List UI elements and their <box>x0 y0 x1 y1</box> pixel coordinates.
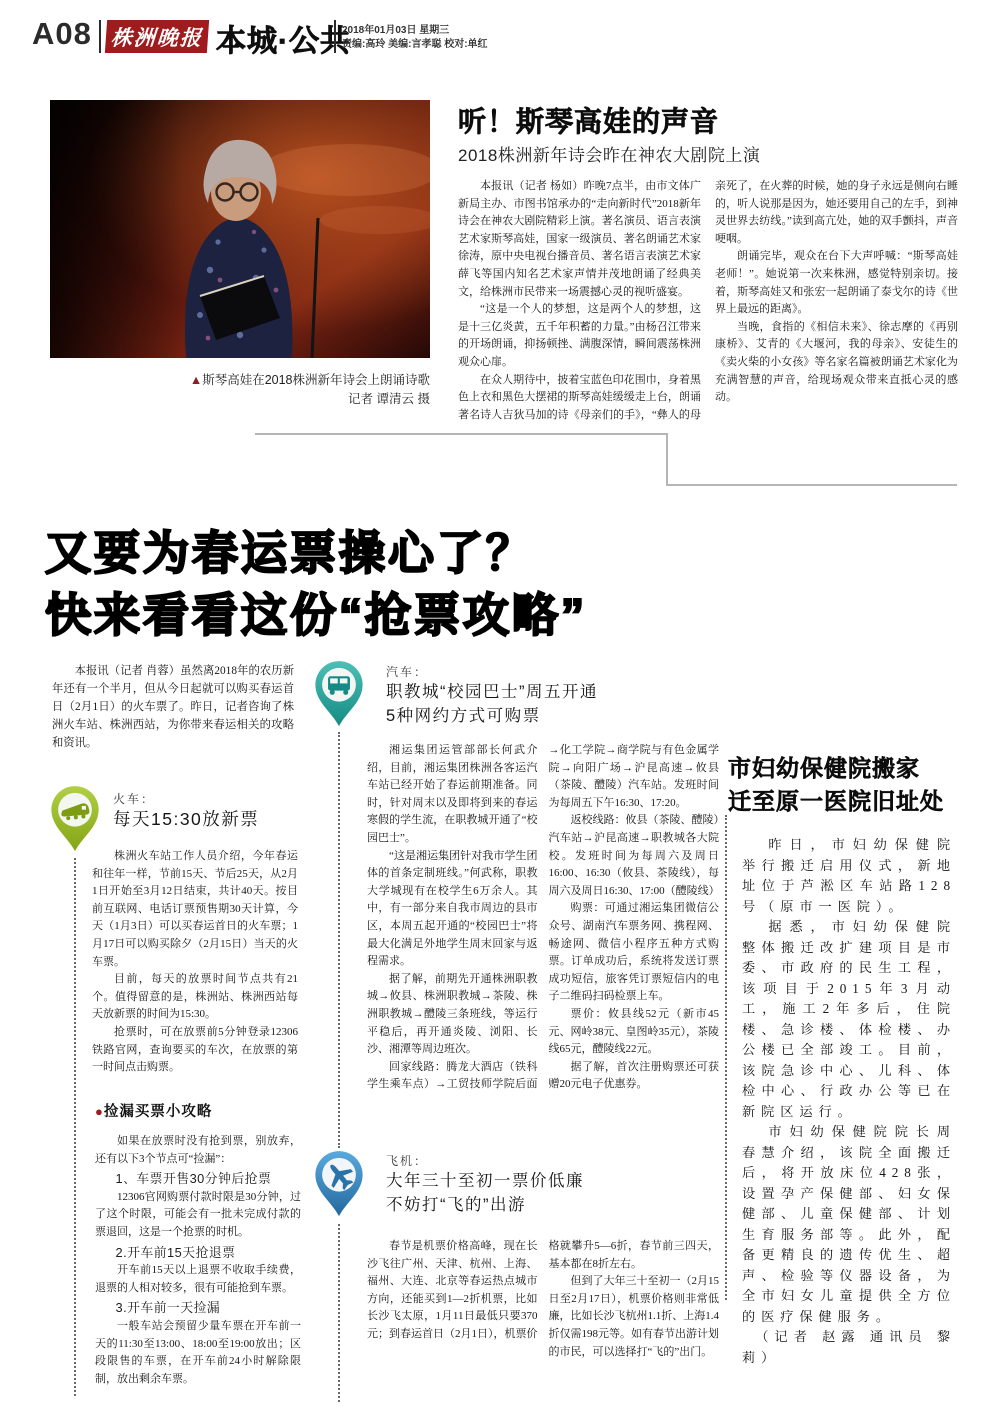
hospital-byline: （记者 赵露 通讯员 黎莉） <box>742 1329 956 1365</box>
headline-line2: 快来看看这份“抢票攻略” <box>45 589 587 641</box>
train-pin <box>48 785 102 853</box>
main-headline <box>45 522 587 646</box>
paragraph: 本报讯（记者 杨如）昨晚7点半，由市文体广新局主办、市图书馆承办的“走向新时代”2018新年诗会在神农大剧院精彩上演。著名演员、语言表演艺术家斯琴高娃，国家一级演员、著名朗诵艺术家徐涛，原中央电视台播音员、著名语言表演艺术家薛飞等国内知名艺术家声情并茂地朗诵了经典美文，给株洲市民带来一场震撼心灵的视听盛宴。 <box>458 180 701 298</box>
header-divider-2 <box>334 20 336 53</box>
plane-label: 飞机： <box>386 1154 429 1168</box>
paragraph: 回家线路：腾龙大酒店（铁科学生乘车点）→工贸技师学院后面→化工学院→商学院与有色金属学院→向阳广场→沪昆高速→攸县（茶陵、醴陵）汽车站。发班时间为每周五下午16:30、17:20。 <box>367 744 719 1091</box>
hospital-article-title <box>728 752 944 818</box>
tips-heading: ●捡漏买票小攻略 <box>95 1104 213 1120</box>
tip-body: 12306官网购票付款时限是30分钟，过了这个时限，可能会有一批未完成付款的票退回，这是一个抢票的时机。 <box>95 1190 301 1238</box>
bus-leader-dotted-line <box>338 732 340 1148</box>
header-meta <box>342 24 488 52</box>
paragraph: 市妇幼保健院院长周春慧介绍，该院全面搬迁后，将开放床位428张，设置孕产保健部、妇女保健部、儿童保健部、计划生育服务部等。此外，配备更精良的遗传优生、超声、检验等仪器设备，为全市妇女儿童提供全方位的医疗保健服务。 <box>742 1124 956 1324</box>
poetry-article-title: 听！斯琴高娃的声音 <box>458 106 720 137</box>
paragraph: “这是湘运集团针对我市学生团体的首条定制班线。”何武称，职教大学城现有在校学生6万余人。其中，有一部分来自我市周边的县市区，本周五起开通的“校园巴士”将最大化满足外地学生周末回家与返程需求。 <box>367 849 538 968</box>
red-bullet-icon: ● <box>95 1104 104 1119</box>
bus-heading-line1: 职教城“校园巴士”周五开通 <box>386 683 598 701</box>
bus-pin-icon <box>312 660 366 728</box>
stage-photo-illustration <box>50 100 430 358</box>
paragraph: 目前，每天的放票时间节点共有21个。值得留意的是，株洲站、株洲西站每天放新票的时间为15:30。 <box>92 973 298 1021</box>
paragraph: 票价：攸县线52元（新市45元、网岭38元、皇图岭35元），茶陵线65元，醴陵线22元。 <box>548 1007 719 1056</box>
train-article-body <box>92 848 298 1077</box>
paragraph: 在众人期待中，披着宝蓝色印花围巾，身着黑色上衣和黑色大摆裙的斯琴高娃缓缓走上台，朗诵著名诗人吉狄马加的诗《母亲们的手》，“彝人的母亲死了，在火葬的时候，她的身子永远是侧向右睡的，听人说那是因为，她还要用自己的左手，到神灵世界去纺线。”读到高亢处，她的双手颤抖，声音哽咽。 <box>458 180 958 421</box>
hospital-title-line1: 市妇幼保健院搬家 <box>728 755 920 781</box>
tip-title: 1、车票开售30分钟后抢票 <box>115 1171 272 1187</box>
train-heading: 每天15:30放新票 <box>113 809 260 829</box>
plane-leader-dotted-line <box>338 1224 340 1402</box>
hospital-article-body <box>742 835 956 1368</box>
paragraph: 朗诵完毕，观众在台下大声呼喊：“斯琴高娃老师！”。她说第一次来株洲，感觉特别亲切。接着，斯琴高娃又和张宏一起朗诵了泰戈尔的诗《世界上最远的距离》。 <box>715 250 958 316</box>
paragraph: 购票：可通过湘运集团微信公众号、湖南汽车票务网、携程网、畅途网、微信小程序五种方式购票。订单成功后，系统将发送订票成功短信，旅客凭订票短信内的电子二维码扫码检票上车。 <box>548 902 719 1003</box>
headline-line1: 又要为春运票操心了？ <box>45 527 535 579</box>
header-divider <box>99 20 101 53</box>
ticket-tips <box>95 1100 301 1388</box>
hospital-title-line2: 迁至原一医院旧址处 <box>728 788 944 814</box>
paragraph: 昨日，市妇幼保健院举行搬迁启用仪式，新地址位于芦淞区车站路128号（原市一医院）。 <box>742 837 956 914</box>
train-leader-dotted-line <box>74 858 76 1396</box>
plane-pin <box>312 1150 366 1218</box>
masthead-logo: 株洲晚报 <box>105 20 209 53</box>
section-divider-step <box>666 433 668 485</box>
poetry-article-subtitle: 2018株洲新年诗会昨在神农大剧院上演 <box>458 146 761 165</box>
stage-photo <box>50 100 430 409</box>
paragraph: 据悉，市妇幼保健院整体搬迁改扩建项目是市委、市政府的民生工程，该项目于2015年3月动工，施工2年多后，住院楼、急诊楼、体检楼、办公楼已全部竣工。目前，该院急诊中心、儿科、体检中心、行政办公等已在新院区运行。 <box>742 919 956 1119</box>
paragraph: 据了解，前期先开通株洲职教城→攸县、株洲职教城→茶陵、株洲职教城→醴陵三条班线，等运行平稳后，再开通炎陵、浏阳、长沙、湘潭等周边班次。 <box>367 972 538 1056</box>
plane-section-header <box>386 1152 584 1217</box>
tips-intro: 如果在放票时没有抢到票，别放弃，还有以下3个节点可“捡漏”： <box>95 1135 301 1165</box>
photo-credit: 记者 谭清云 摄 <box>348 392 430 406</box>
tip-body: 开车前15天以上退票不收取手续费，退票的人相对较多，很有可能抢到车票。 <box>95 1264 301 1294</box>
poetry-article-body <box>458 178 958 464</box>
paragraph: “这是一个人的梦想，这是两个人的梦想，这是十三亿炎黄，五千年积蓄的力量。”由杨召江带来的开场朗诵，抑扬顿挫、满腹深情，瞬间震荡株洲观众心扉。 <box>458 303 701 368</box>
paragraph: 春节是机票价格高峰，现在长沙飞往广州、天津、杭州、上海、福州、大连、北京等春运热点城市方向，还能买到1—2折机票，比如长沙飞太原，1月11日最低只要370元；到春运首日（2月1日），机票价格就攀升5—6折，春节前三四天，基本都在8折左右。 <box>367 1240 719 1340</box>
plane-pin-icon <box>312 1150 366 1218</box>
paragraph: 湘运集团运管部部长何武介绍，目前，湘运集团株洲各客运汽车站已经开始了春运前期准备。同时，针对周末以及即将到来的春运寒假的学生流，在职教城开通了“校园巴士”。 <box>367 744 538 844</box>
paragraph: 返校线路：攸县（茶陵、醴陵）汽车站→沪昆高速→职教城各大院校。发班时间为每周六及周日16:00、16:30（攸县、茶陵线），每周六及周日16:30、17:00（醴陵线） <box>548 814 720 897</box>
intro-paragraph: 本报讯（记者 肖蓉）虽然离2018年的农历新年还有一个半月，但从今日起就可以购买春运首日（2月1日）的火车票了。昨日，记者咨询了株洲火车站、株洲西站，为你带来春运相关的攻略和资讯。 <box>52 665 294 749</box>
bus-article-body <box>367 742 719 1148</box>
section-title: 本城·公共 <box>216 25 351 58</box>
train-label: 火车： <box>113 792 156 806</box>
paragraph: 株洲火车站工作人员介绍，今年春运和往年一样，节前15天、节后25天，从2月1日开始至3月12日结束，共计40天。按目前互联网、电话订票预售期30天计算，今天（1月3日）可以买春运首日的火车票；1月17日可以购买除夕（2月15日）当天的火车票。 <box>92 850 298 968</box>
bus-pin <box>312 660 366 728</box>
bus-heading-line2: 5种网约方式可购票 <box>386 707 541 725</box>
train-pin-icon <box>48 785 102 853</box>
plane-article-body <box>367 1238 719 1404</box>
tip-title: 2.开车前15天抢退票 <box>115 1244 236 1260</box>
plane-heading-line2: 不妨打“飞的”出游 <box>386 1196 526 1214</box>
page-number: A08 <box>32 16 92 51</box>
plane-heading-line1: 大年三十至初一票价低廉 <box>386 1172 584 1190</box>
staff-line: 责编:高玲 美编:言孝聪 校对:单红 <box>342 39 488 50</box>
bus-section-header <box>386 663 598 728</box>
train-section-header <box>113 790 259 831</box>
tip-title: 3.开车前一天捡漏 <box>115 1300 221 1316</box>
tip-body: 一般车站会预留少量车票在开车前一天的11:30至13:00、18:00至19:00放出；区段限售的车票，在开车前24小时解除限制，放出剩余车票。 <box>95 1319 301 1385</box>
section-divider <box>255 433 668 435</box>
caption-triangle-icon: ▲ <box>189 373 203 387</box>
right-column-dotted-divider <box>725 815 727 1300</box>
paragraph: 但到了大年三十至初一（2月15日至2月17日），机票价格则非常低廉，比如长沙飞杭州1.1折、上海1.4折仅需198元等。如有春节出游计划的市民，可以选择打“飞的”出门。 <box>548 1275 719 1358</box>
section-divider-2 <box>666 484 957 486</box>
bus-label: 汽车： <box>386 665 429 679</box>
paragraph: 抢票时，可在放票前5分钟登录12306铁路官网，查询要买的车次，在放票的第一时间点击购票。 <box>92 1025 298 1074</box>
photo-caption: ▲斯琴高娃在2018株洲新年诗会上朗诵诗歌 <box>189 373 430 387</box>
paragraph: 当晚，食指的《相信未来》、徐志摩的《再别康桥》、艾青的《大堰河，我的母亲》、安徒生的《卖火柴的小女孩》等名家名篇被朗诵艺术家化为充满智慧的声音，给现场观众带来直抵心灵的感动。 <box>715 320 958 404</box>
paragraph: 据了解，首次注册购票还可获赠20元电子优惠券。 <box>548 1060 719 1091</box>
date-line: 2018年01月03日 星期三 <box>342 25 450 36</box>
